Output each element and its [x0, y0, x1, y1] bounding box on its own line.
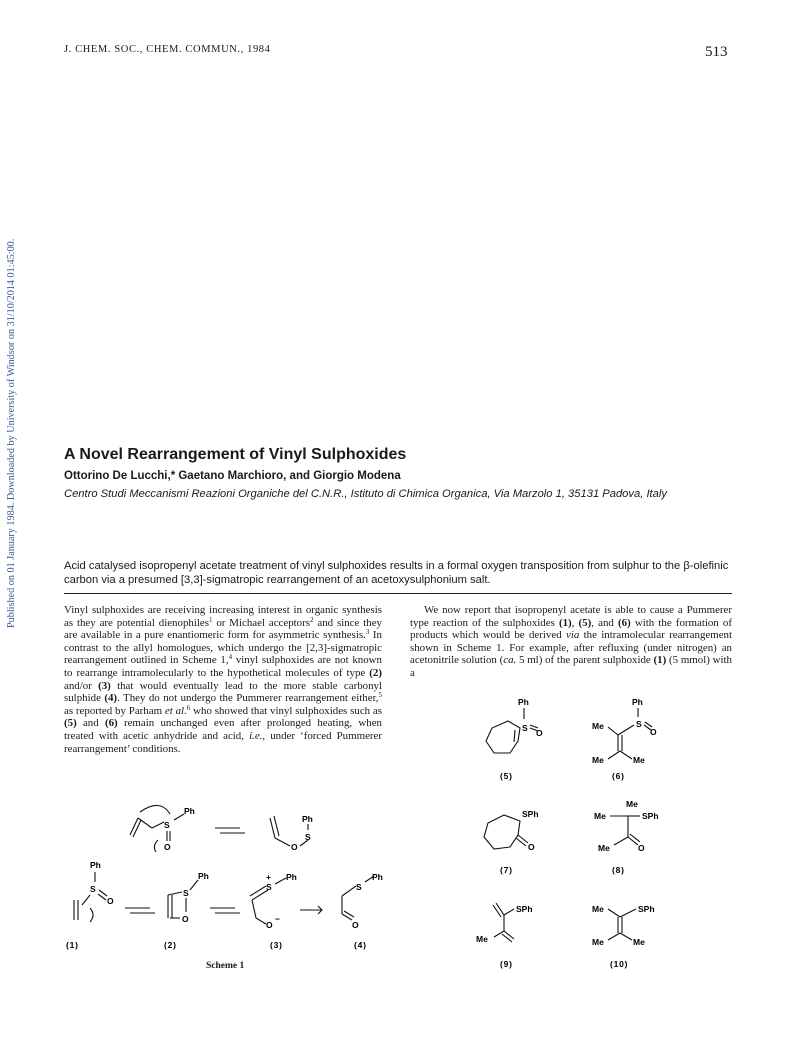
compound-label-5: (5)	[500, 771, 513, 781]
compound-label-6: (6)	[612, 771, 625, 781]
atom-ph: Ph	[184, 806, 195, 816]
compound-label-9: (9)	[500, 959, 513, 969]
paragraph: We now report that isopropenyl acetate is able to cause a Pummerer type reaction of the sulphoxides (1), (5), and (6) with the formation of products which would be derived via the intramolecular rearrangement shown in Scheme 1. For example, after refluxing (under nitrogen) an acetonitrile solution (ca. 5 ml) of the parent sulphoxide (1) (5 mmol) with a	[410, 604, 732, 679]
author-list: Ottorino De Lucchi,* Gaetano Marchioro, and Giorgio Modena	[64, 470, 401, 482]
minus-sign: −	[275, 914, 280, 924]
divider-rule	[64, 593, 732, 594]
atom-me: Me	[592, 755, 604, 765]
atom-s: S	[356, 882, 362, 892]
compound-label-7: (7)	[500, 865, 513, 875]
atom-ph: Ph	[90, 860, 101, 870]
compound-label-10: (10)	[610, 959, 629, 969]
atom-o: O	[266, 920, 273, 930]
atom-s: S	[305, 832, 311, 842]
atom-me: Me	[633, 937, 645, 947]
atom-ph: Ph	[372, 872, 383, 882]
atom-o: O	[352, 920, 359, 930]
atom-o: O	[107, 896, 114, 906]
atom-ph: Ph	[198, 871, 209, 881]
atom-s: S	[90, 884, 96, 894]
atom-o: O	[291, 842, 298, 852]
atom-s: S	[522, 723, 528, 733]
atom-me: Me	[592, 937, 604, 947]
compound-label-8: (8)	[612, 865, 625, 875]
atom-s: S	[636, 719, 642, 729]
atom-me: Me	[633, 755, 645, 765]
atom-s: S	[164, 820, 170, 830]
atom-me: Me	[592, 904, 604, 914]
compound-label-4: (4)	[354, 940, 367, 950]
compound-label-2: (2)	[164, 940, 177, 950]
article-title: A Novel Rearrangement of Vinyl Sulphoxides	[64, 446, 407, 463]
atom-sph: SPh	[522, 809, 539, 819]
atom-me: Me	[476, 934, 488, 944]
atom-ph: Ph	[286, 872, 297, 882]
atom-o: O	[536, 728, 543, 738]
atom-o: O	[182, 914, 189, 924]
atom-me: Me	[592, 721, 604, 731]
side-note-text: Published on 01 January 1984. Downloaded by University of Windsor on 31/10/2014 01:45:00.	[6, 238, 17, 628]
atom-o: O	[650, 727, 657, 737]
compound-label-3: (3)	[270, 940, 283, 950]
atom-me: Me	[598, 843, 610, 853]
atom-s: S	[183, 888, 189, 898]
abstract: Acid catalysed isopropenyl acetate treatment of vinyl sulphoxides results in a formal oxygen transposition from sulphur to the β-olefinic carbon via a presumed [3,3]-sigmatropic rearrangement of an acetoxysulphonium salt.	[64, 560, 729, 586]
atom-sph: SPh	[642, 811, 659, 821]
atom-o: O	[638, 843, 645, 853]
atom-me: Me	[594, 811, 606, 821]
plus-sign: +	[266, 872, 271, 882]
atom-sph: SPh	[516, 904, 533, 914]
scheme-1-figure	[60, 800, 400, 960]
affiliation: Centro Studi Meccanismi Reazioni Organiche del C.N.R., Istituto di Chimica Organica, Via Marzolo 1, 35131 Padova, Italy	[64, 488, 667, 500]
body-column-left	[64, 604, 382, 755]
page-number: 513	[705, 44, 728, 60]
running-head: J. CHEM. SOC., CHEM. COMMUN., 1984	[64, 44, 271, 55]
atom-me: Me	[626, 799, 638, 809]
paragraph: Vinyl sulphoxides are receiving increasing interest in organic synthesis as they are potential dienophiles$^1$ or Michael acceptors$^2$ and since they are available in a pure enantiomeric form for asymmetric synthesis.$^3$ In contrast to the allyl homologues, which undergo the [2,3]-sigmatropic rearrangement outlined in Scheme 1,$^4$ vinyl sulphoxides are not known to rearrange intramolecularly to the hypothetical molecules of type (2) and/or (3) that would eventually lead to the more stable carbonyl sulphide (4). They do not undergo the Pummerer rearrangement either,$^5$ as reported by Parham et al.$^6$ who showed that vinyl sulphoxides such as (5) and (6) remain unchanged even after prolonged heating, when treated with acetic anhydride and acid, i.e., under ‘forced Pummerer rearrangement’ conditions.	[64, 604, 383, 755]
atom-o: O	[528, 842, 535, 852]
atom-s: S	[266, 882, 272, 892]
compound-label-1: (1)	[66, 940, 79, 950]
atom-sph: SPh	[638, 904, 655, 914]
atom-ph: Ph	[632, 697, 643, 707]
atom-ph: Ph	[302, 814, 313, 824]
body-column-right	[410, 604, 732, 680]
structures-figure	[470, 695, 710, 985]
scheme-caption: Scheme 1	[206, 961, 245, 971]
atom-ph: Ph	[518, 697, 529, 707]
side-note	[3, 228, 17, 628]
atom-o: O	[164, 842, 171, 852]
